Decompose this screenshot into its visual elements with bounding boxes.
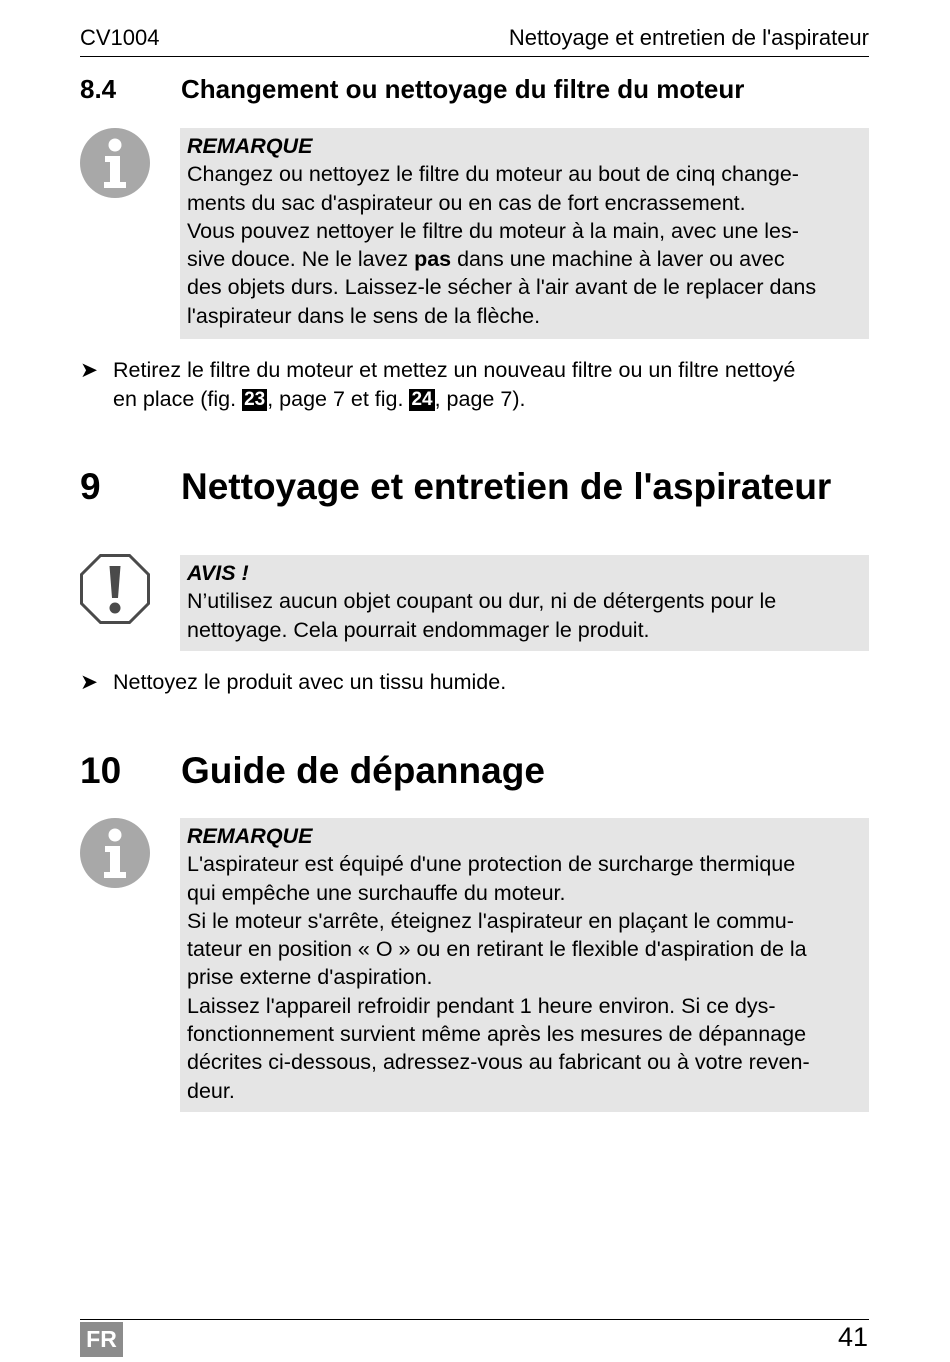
- step-text-segment: en place (fig.: [113, 386, 243, 411]
- info-icon: [80, 818, 150, 888]
- section-9-number: 9: [80, 466, 101, 507]
- step-text: Nettoyez le produit avec un tissu humide.: [113, 670, 507, 694]
- header-divider: [80, 56, 869, 57]
- notice-line: prise externe d'aspiration.: [187, 965, 433, 990]
- notice-box-avis: [180, 555, 869, 651]
- notice-line: Changez ou nettoyez le filtre du moteur au bout de cinq change-: [187, 162, 799, 187]
- notice-title: REMARQUE: [187, 134, 313, 158]
- notice-line: [187, 245, 861, 273]
- notice-line-segment: sive douce. Ne le lavez: [187, 247, 415, 272]
- notice-line: deur.: [187, 1078, 235, 1103]
- emphasis-word: pas: [414, 247, 452, 272]
- notice-line: N’utilisez aucun objet coupant ou dur, ni de détergents pour le: [187, 589, 777, 614]
- notice-line: l'aspirateur dans le sens de la flèche.: [187, 303, 541, 328]
- document-model: CV1004: [80, 25, 160, 50]
- arrow-bullet-icon: ➤: [80, 358, 99, 382]
- notice-line: nettoyage. Cela pourrait endommager le produit.: [187, 617, 650, 642]
- instruction-step: [80, 356, 870, 413]
- notice-line: tateur en position « O » ou en retirant le flexible d'aspiration de la: [187, 937, 807, 962]
- notice-line: fonctionnement survient même après les mesures de dépannage: [187, 1022, 807, 1047]
- arrow-bullet-icon: ➤: [80, 670, 99, 694]
- page-number: 41: [837, 1322, 868, 1352]
- notice-box-remarque: [180, 818, 869, 1112]
- notice-line: qui empêche une surchauffe du moteur.: [187, 880, 566, 905]
- section-10-number: 10: [80, 750, 122, 791]
- warning-octagon-icon: [80, 554, 150, 624]
- notice-line: Vous pouvez nettoyer le filtre du moteur à la main, avec une les-: [187, 218, 799, 243]
- figure-reference-badge: 23: [244, 388, 266, 410]
- section-8-4-title: Changement ou nettoyage du filtre du moteur: [181, 74, 745, 104]
- section-9-title: Nettoyage et entretien de l'aspirateur: [181, 466, 832, 507]
- figure-reference-badge: 24: [411, 388, 433, 410]
- language-badge: FR: [80, 1322, 123, 1357]
- section-10-title: Guide de dépannage: [181, 750, 545, 791]
- footer-divider: [80, 1319, 869, 1320]
- notice-line: des objets durs. Laissez-le sécher à l'air avant de le replacer dans: [187, 275, 817, 300]
- notice-line: Laissez l'appareil refroidir pendant 1 heure environ. Si ce dys-: [187, 993, 776, 1018]
- step-text-segment: , page 7 et fig.: [267, 386, 410, 411]
- notice-line: ments du sac d'aspirateur ou en cas de fort encrassement.: [187, 190, 746, 215]
- notice-line: décrites ci-dessous, adressez-vous au fabricant ou à votre reven-: [187, 1050, 810, 1075]
- notice-line-segment: dans une machine à laver ou avec: [451, 247, 785, 272]
- section-8-4-number: 8.4: [80, 74, 117, 104]
- notice-line: Si le moteur s'arrête, éteignez l'aspirateur en plaçant le commu-: [187, 908, 794, 933]
- step-text-segment: , page 7).: [434, 386, 526, 411]
- notice-line: L'aspirateur est équipé d'une protection de surcharge thermique: [187, 852, 796, 877]
- instruction-step: [80, 668, 870, 697]
- step-text: [113, 356, 870, 413]
- notice-title: AVIS !: [187, 561, 249, 585]
- info-icon: [80, 128, 150, 198]
- chapter-title: Nettoyage et entretien de l'aspirateur: [508, 25, 869, 50]
- notice-title: REMARQUE: [187, 824, 313, 848]
- notice-box-remarque: [180, 128, 869, 339]
- step-text-line: Retirez le filtre du moteur et mettez un nouveau filtre ou un filtre nettoyé: [113, 358, 796, 382]
